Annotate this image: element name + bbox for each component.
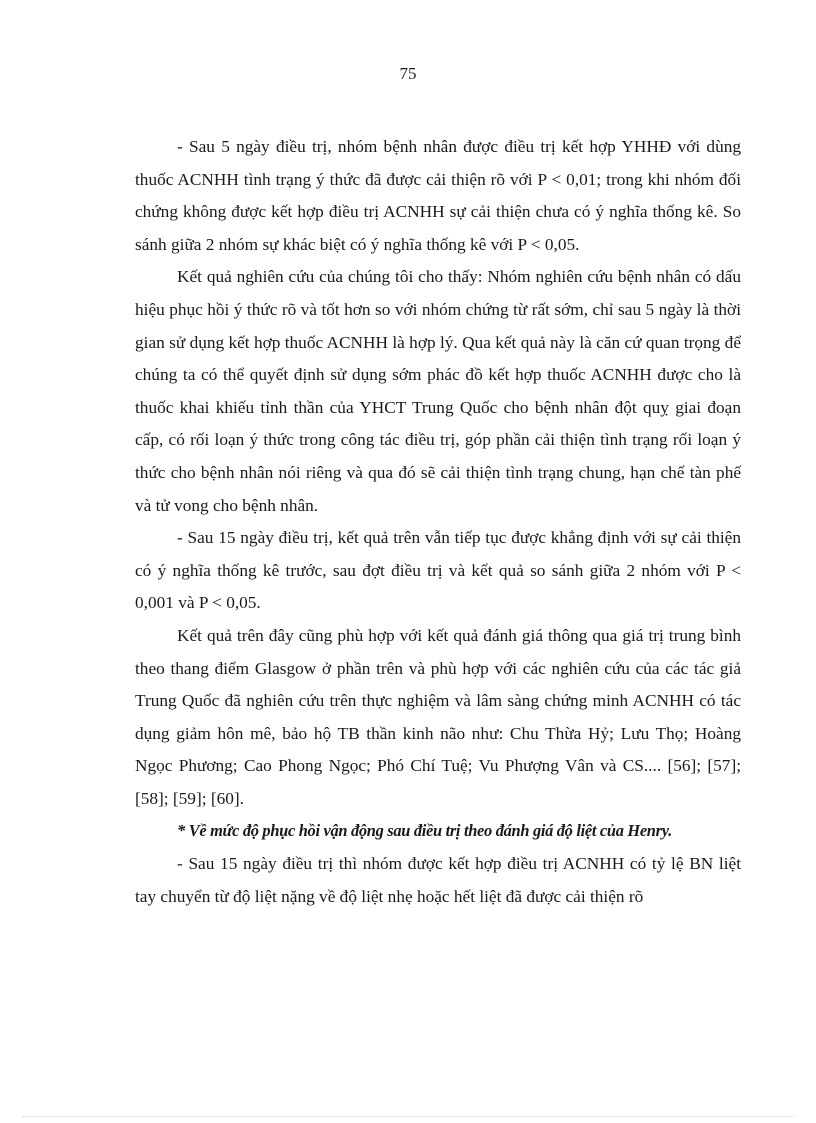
paragraph-15-day-result: - Sau 15 ngày điều trị, kết quả trên vẫn tiếp tục được khẳng định với sự cải thiện có ý nghĩa thống kê trước, sau đợt điều trị và kết quả so sánh giữa 2 nhóm với P < 0,001 và P < 0,05. bbox=[135, 528, 741, 613]
paragraph-15-day-motor: - Sau 15 ngày điều trị thì nhóm được kết hợp điều trị ACNHH có tỷ lệ BN liệt tay chuyển từ độ liệt nặng về độ liệt nhẹ hoặc hết liệt đã được cải thiện rõ bbox=[135, 854, 741, 906]
paragraph-5-day-result: - Sau 5 ngày điều trị, nhóm bệnh nhân được điều trị kết hợp YHHĐ với dùng thuốc ACNHH tình trạng ý thức đã được cải thiện rõ với P < 0,01; trong khi nhóm đối chứng không được kết hợp điều trị ACNHH sự cải thiện chưa có ý nghĩa thống kê. So sánh giữa 2 nhóm sự khác biệt có ý nghĩa thống kê với P < 0,05. bbox=[135, 137, 741, 254]
section-heading-motor-recovery: * Về mức độ phục hồi vận động sau điều trị theo đánh giá độ liệt của Henry. bbox=[177, 821, 672, 841]
page-number: 75 bbox=[399, 64, 417, 83]
page-bottom-divider bbox=[22, 1116, 794, 1117]
paragraph-glasgow-comparison: Kết quả trên đây cũng phù hợp với kết quả đánh giá thông qua giá trị trung bình theo thang điểm Glasgow ở phần trên và phù hợp với các nghiên cứu của các tác giả Trung Quốc đã nghiên cứu trên thực nghiệm và lâm sàng chứng minh ACNHH có tác dụng giảm hôn mê, bảo hộ TB thần kinh não như: Chu Thừa Hỷ; Lưu Thọ; Hoàng Ngọc Phương; Cao Phong Ngọc; Phó Chí Tuệ; Vu Phượng Vân và CS.... [56]; [57]; [58]; [59]; [60]. bbox=[135, 625, 741, 808]
paragraph-study-conclusion: Kết quả nghiên cứu của chúng tôi cho thấy: Nhóm nghiên cứu bệnh nhân có dấu hiệu phục hồi ý thức rõ và tốt hơn so với nhóm chứng từ rất sớm, chỉ sau 5 ngày là thời gian sử dụng kết hợp thuốc ACNHH là hợp lý. Qua kết quả này là căn cứ quan trọng để chúng ta có thể quyết định sử dụng sớm phác đồ kết hợp thuốc ACNHH được cho là thuốc khai khiếu tỉnh thần của YHCT Trung Quốc cho bệnh nhân đột quỵ giai đoạn cấp, có rối loạn ý thức trong công tác điều trị, góp phần cải thiện tình trạng rối loạn ý thức cho bệnh nhân nói riêng và qua đó sẽ cải thiện tình trạng chung, hạn chế tàn phế và tử vong cho bệnh nhân. bbox=[135, 267, 741, 515]
page-body bbox=[135, 131, 741, 913]
